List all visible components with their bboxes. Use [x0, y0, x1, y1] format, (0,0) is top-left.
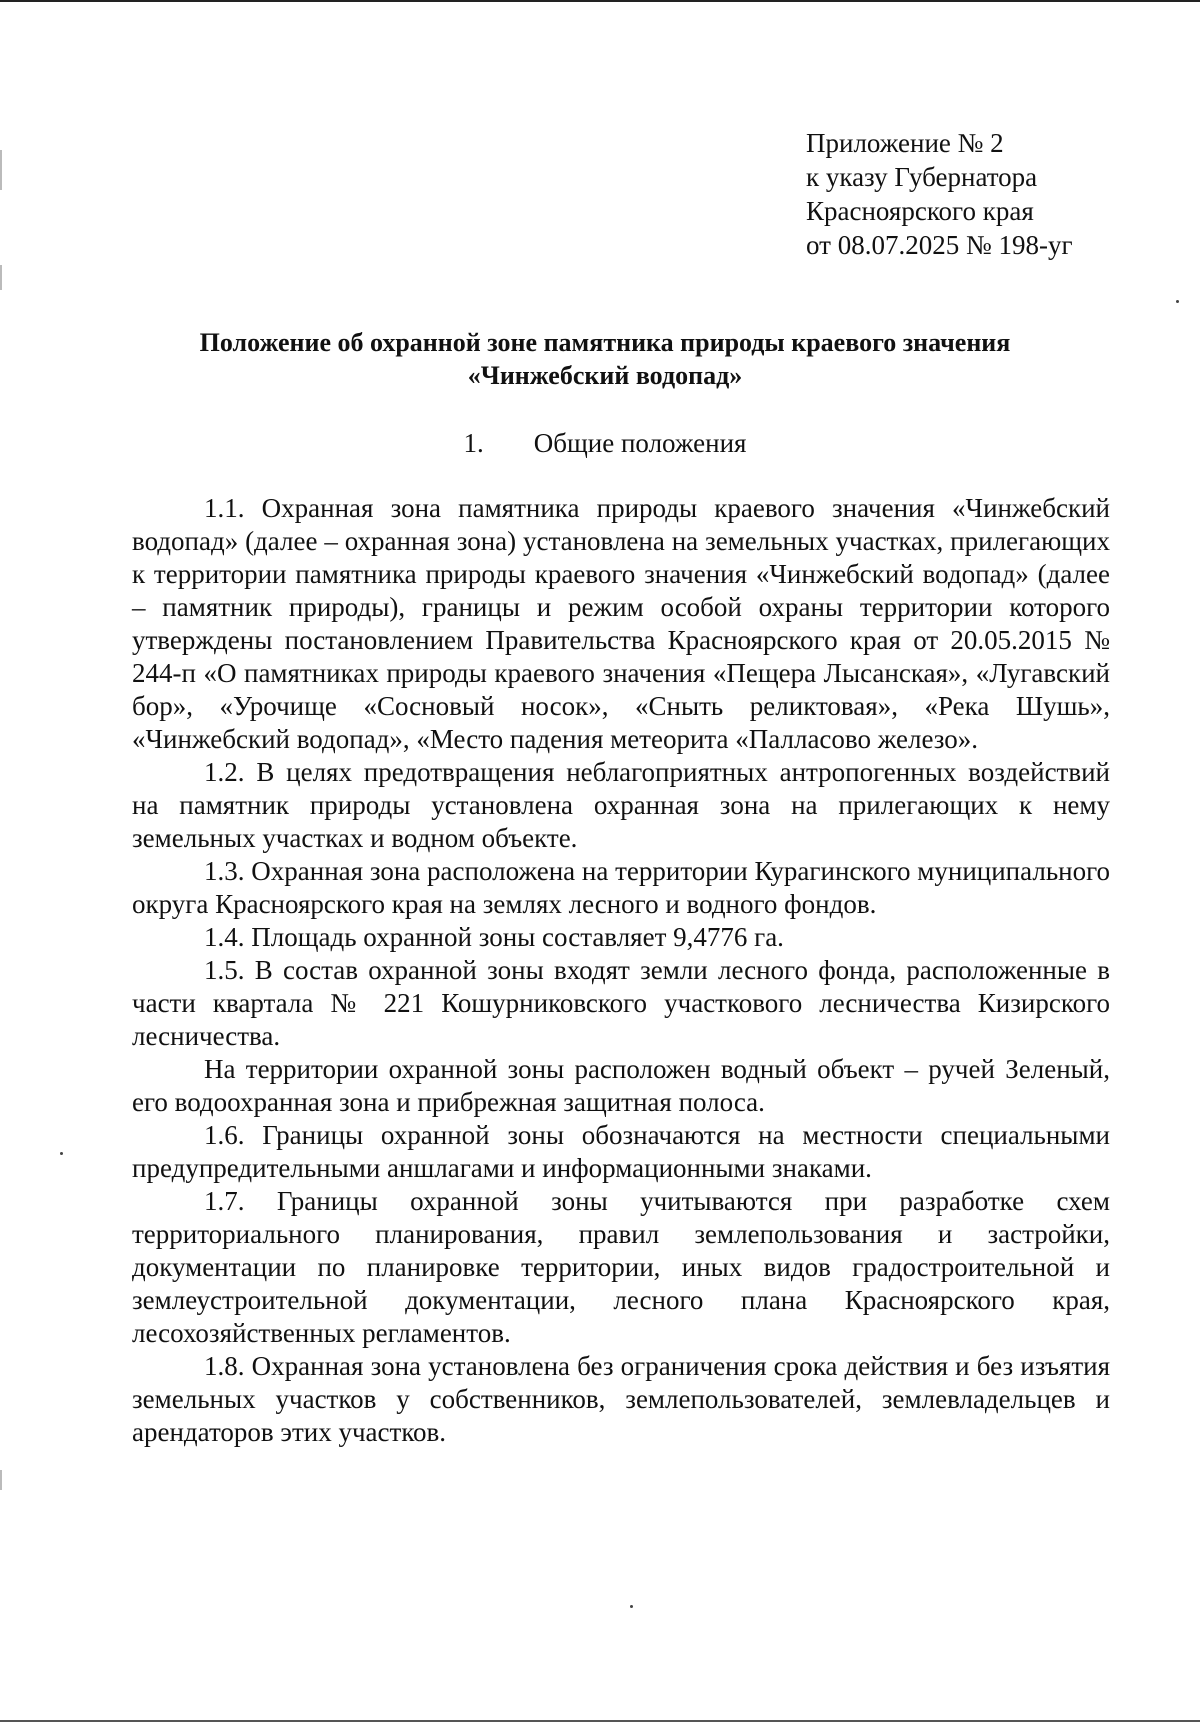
scan-speck: [60, 1152, 63, 1155]
paragraph: 1.6. Границы охранной зоны обозначаются на местности специальными предупредительными аншлагами и информационными знаками.: [132, 1120, 1110, 1183]
appendix-line: Красноярского края: [806, 196, 1034, 226]
scan-speck: [630, 1605, 633, 1608]
appendix-line: от 08.07.2025 № 198-уг: [806, 230, 1073, 260]
paragraph: 1.3. Охранная зона расположена на территории Курагинского муниципального округа Красноярского края на землях лесного и водного фондов.: [132, 856, 1110, 919]
paragraph: 1.2. В целях предотвращения неблагоприятных антропогенных воздействий на памятник природы установлена охранная зона на прилегающих к нему земельных участках и водном объекте.: [132, 757, 1110, 853]
paragraph: 1.1. Охранная зона памятника природы краевого значения «Чинжебский водопад» (далее – охранная зона) установлена на земельных участках, прилегающих к территории памятника природы краевого значения «Чинжебский водопад» (далее – памятник природы), границы и режим особой охраны территории которого утверждены постановлением Правительства Красноярского края от 20.05.2015 № 244-п «О памятниках природы краевого значения «Пещера Лысанская», «Лугавский бор», «Урочище «Сосновый носок», «Сныть реликтовая», «Река Шушь», «Чинжебский водопад», «Место падения метеорита «Палласово железо».: [132, 493, 1110, 754]
document-body: [132, 492, 1110, 1449]
scan-edge-mark: [0, 150, 2, 190]
scan-edge-mark: [0, 265, 2, 290]
title-line: Положение об охранной зоне памятника природы краевого значения: [199, 328, 1011, 357]
paragraph: На территории охранной зоны расположен водный объект – ручей Зеленый, его водоохранная зона и прибрежная защитная полоса.: [132, 1054, 1110, 1117]
section-title: Общие положения: [533, 428, 747, 458]
scan-edge-top: [0, 0, 1200, 2]
section-heading: [130, 426, 1080, 460]
section-number: 1.: [463, 428, 484, 458]
document-title: [130, 326, 1080, 392]
scan-edge-mark: [0, 1470, 2, 1490]
appendix-header: [806, 126, 1146, 262]
paragraph: 1.7. Границы охранной зоны учитываются при разработке схем территориального планирования, правил землепользования и застройки, документации по планировке территории, иных видов градостроительной и землеустроительной документации, лесного плана Красноярского края, лесохозяйственных регламентов.: [132, 1186, 1110, 1348]
appendix-line: Приложение № 2: [806, 128, 1004, 158]
scan-speck: [1176, 300, 1179, 303]
paragraph: 1.5. В состав охранной зоны входят земли лесного фонда, расположенные в части квартала № 221 Кошурниковского участкового лесничества Кизирского лесничества.: [132, 955, 1110, 1051]
appendix-line: к указу Губернатора: [806, 162, 1038, 192]
title-line: «Чинжебский водопад»: [467, 361, 743, 390]
paragraph: 1.4. Площадь охранной зоны составляет 9,4776 га.: [204, 922, 784, 952]
paragraph: 1.8. Охранная зона установлена без ограничения срока действия и без изъятия земельных участков у собственников, землепользователей, землевладельцев и арендаторов этих участков.: [132, 1351, 1110, 1447]
